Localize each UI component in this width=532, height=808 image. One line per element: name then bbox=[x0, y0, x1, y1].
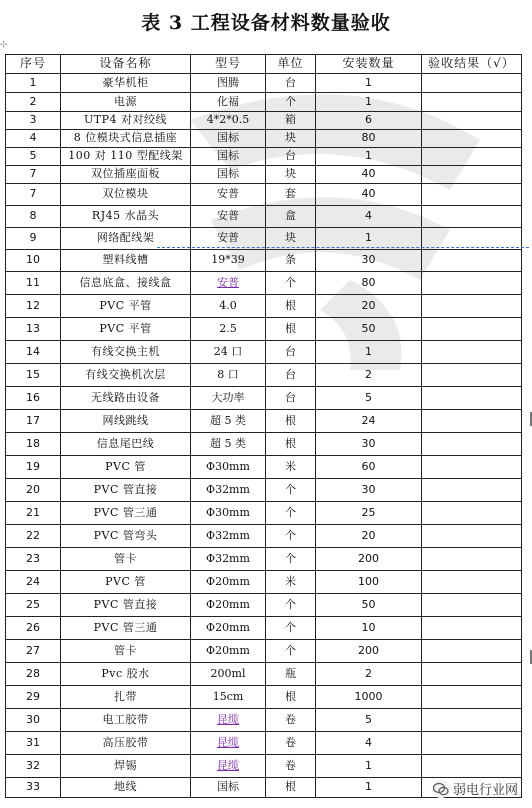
row-unit: 块 bbox=[266, 130, 316, 148]
table-row bbox=[6, 663, 522, 686]
row-name: 网络配线架 bbox=[61, 228, 191, 250]
row-name: 信息底盒、接线盒 bbox=[61, 272, 191, 295]
row-result bbox=[422, 663, 522, 686]
row-no: 4 bbox=[6, 130, 61, 148]
row-qty: 5 bbox=[316, 387, 422, 410]
row-qty: 80 bbox=[316, 130, 422, 148]
row-model: 超 5 类 bbox=[191, 410, 266, 433]
row-result bbox=[422, 640, 522, 663]
row-no: 27 bbox=[6, 640, 61, 663]
row-name: PVC 管三通 bbox=[61, 502, 191, 525]
row-model: 化福 bbox=[191, 93, 266, 112]
row-no: 8 bbox=[6, 206, 61, 228]
row-unit: 个 bbox=[266, 479, 316, 502]
row-result bbox=[422, 387, 522, 410]
row-no: 17 bbox=[6, 410, 61, 433]
row-unit: 根 bbox=[266, 410, 316, 433]
row-model: 昆缆 bbox=[191, 755, 266, 778]
row-name: 塑料线槽 bbox=[61, 250, 191, 272]
row-name: 焊锡 bbox=[61, 755, 191, 778]
table-row bbox=[6, 341, 522, 364]
row-no: 26 bbox=[6, 617, 61, 640]
row-result bbox=[422, 456, 522, 479]
row-model: Φ32mm bbox=[191, 548, 266, 571]
brand-text: 弱电行业网 bbox=[452, 783, 518, 798]
row-qty: 24 bbox=[316, 410, 422, 433]
row-name: 豪华机柜 bbox=[61, 74, 191, 93]
row-qty: 60 bbox=[316, 456, 422, 479]
row-result bbox=[422, 341, 522, 364]
row-result bbox=[422, 206, 522, 228]
table-row bbox=[6, 410, 522, 433]
row-model: 安普 bbox=[191, 272, 266, 295]
row-no: 5 bbox=[6, 148, 61, 166]
table-row bbox=[6, 318, 522, 341]
row-no: 14 bbox=[6, 341, 61, 364]
table-row bbox=[6, 709, 522, 732]
row-unit: 卷 bbox=[266, 709, 316, 732]
row-result bbox=[422, 272, 522, 295]
row-unit: 条 bbox=[266, 250, 316, 272]
row-model: 国标 bbox=[191, 130, 266, 148]
row-unit: 卷 bbox=[266, 755, 316, 778]
row-unit: 块 bbox=[266, 166, 316, 184]
header-unit: 单位 bbox=[266, 55, 316, 74]
row-model: 昆缆 bbox=[191, 732, 266, 755]
row-no: 11 bbox=[6, 272, 61, 295]
table-row bbox=[6, 364, 522, 387]
row-qty: 20 bbox=[316, 295, 422, 318]
table-row bbox=[6, 184, 522, 206]
row-unit: 个 bbox=[266, 594, 316, 617]
row-name: Pvc 胶水 bbox=[61, 663, 191, 686]
row-qty: 200 bbox=[316, 640, 422, 663]
row-qty: 10 bbox=[316, 617, 422, 640]
row-qty: 4 bbox=[316, 206, 422, 228]
row-name: 管卡 bbox=[61, 640, 191, 663]
row-model: Φ30mm bbox=[191, 456, 266, 479]
table-row bbox=[6, 617, 522, 640]
row-unit: 瓶 bbox=[266, 663, 316, 686]
row-no: 33 bbox=[6, 778, 61, 798]
row-no: 29 bbox=[6, 686, 61, 709]
row-unit: 个 bbox=[266, 502, 316, 525]
table-row bbox=[6, 594, 522, 617]
row-model: 200ml bbox=[191, 663, 266, 686]
row-result bbox=[422, 732, 522, 755]
row-no: 16 bbox=[6, 387, 61, 410]
row-model: Φ20mm bbox=[191, 594, 266, 617]
table-row bbox=[6, 525, 522, 548]
row-unit: 箱 bbox=[266, 112, 316, 130]
row-no: 18 bbox=[6, 433, 61, 456]
row-result bbox=[422, 166, 522, 184]
row-qty: 30 bbox=[316, 479, 422, 502]
row-qty: 1000 bbox=[316, 686, 422, 709]
row-result bbox=[422, 479, 522, 502]
header-no: 序号 bbox=[6, 55, 61, 74]
row-model: 超 5 类 bbox=[191, 433, 266, 456]
row-name: 高压胶带 bbox=[61, 732, 191, 755]
row-qty: 30 bbox=[316, 250, 422, 272]
row-no: 21 bbox=[6, 502, 61, 525]
page-title: 表 3 工程设备材料数量验收 bbox=[141, 12, 391, 34]
row-no: 31 bbox=[6, 732, 61, 755]
row-model: 19*39 bbox=[191, 250, 266, 272]
header-qty: 安装数量 bbox=[316, 55, 422, 74]
table-row bbox=[6, 112, 522, 130]
row-result bbox=[422, 318, 522, 341]
row-no: 32 bbox=[6, 755, 61, 778]
row-result bbox=[422, 250, 522, 272]
table-row bbox=[6, 250, 522, 272]
row-model: 15cm bbox=[191, 686, 266, 709]
row-model: 大功率 bbox=[191, 387, 266, 410]
row-name: PVC 平管 bbox=[61, 318, 191, 341]
row-qty: 1 bbox=[316, 778, 422, 798]
row-result bbox=[422, 686, 522, 709]
row-qty: 25 bbox=[316, 502, 422, 525]
row-unit: 根 bbox=[266, 778, 316, 798]
row-result bbox=[422, 433, 522, 456]
row-unit: 台 bbox=[266, 74, 316, 93]
row-model: Φ32mm bbox=[191, 525, 266, 548]
row-name: 地线 bbox=[61, 778, 191, 798]
row-model: Φ32mm bbox=[191, 479, 266, 502]
row-result bbox=[422, 184, 522, 206]
table-row bbox=[6, 502, 522, 525]
row-unit: 根 bbox=[266, 295, 316, 318]
row-unit: 盒 bbox=[266, 206, 316, 228]
row-result bbox=[422, 364, 522, 387]
row-qty: 1 bbox=[316, 755, 422, 778]
row-result bbox=[422, 93, 522, 112]
row-no: 15 bbox=[6, 364, 61, 387]
row-name: 有线交换主机 bbox=[61, 341, 191, 364]
row-name: 网线跳线 bbox=[61, 410, 191, 433]
row-unit: 个 bbox=[266, 640, 316, 663]
row-result bbox=[422, 148, 522, 166]
row-unit: 根 bbox=[266, 686, 316, 709]
row-qty: 40 bbox=[316, 166, 422, 184]
row-qty: 50 bbox=[316, 594, 422, 617]
table-row bbox=[6, 74, 522, 93]
row-name: 8 位模块式信息插座 bbox=[61, 130, 191, 148]
row-no: 10 bbox=[6, 250, 61, 272]
row-name: 管卡 bbox=[61, 548, 191, 571]
table-row bbox=[6, 166, 522, 184]
row-qty: 50 bbox=[316, 318, 422, 341]
header-model: 型号 bbox=[191, 55, 266, 74]
row-no: 1 bbox=[6, 74, 61, 93]
row-unit: 台 bbox=[266, 341, 316, 364]
brand-watermark bbox=[432, 779, 518, 798]
row-result bbox=[422, 594, 522, 617]
row-qty: 2 bbox=[316, 364, 422, 387]
row-result bbox=[422, 571, 522, 594]
row-unit: 个 bbox=[266, 617, 316, 640]
row-qty: 2 bbox=[316, 663, 422, 686]
row-result bbox=[422, 548, 522, 571]
table-row bbox=[6, 686, 522, 709]
row-model: 2.5 bbox=[191, 318, 266, 341]
row-no: 19 bbox=[6, 456, 61, 479]
row-no: 3 bbox=[6, 112, 61, 130]
row-qty: 20 bbox=[316, 525, 422, 548]
row-unit: 套 bbox=[266, 184, 316, 206]
row-no: 25 bbox=[6, 594, 61, 617]
row-unit: 卷 bbox=[266, 732, 316, 755]
row-name: 有线交换机次层 bbox=[61, 364, 191, 387]
row-qty: 1 bbox=[316, 228, 422, 250]
row-no: 13 bbox=[6, 318, 61, 341]
row-unit: 个 bbox=[266, 272, 316, 295]
table-row bbox=[6, 548, 522, 571]
table-row bbox=[6, 571, 522, 594]
row-name: RJ45 水晶头 bbox=[61, 206, 191, 228]
header-name: 设备名称 bbox=[61, 55, 191, 74]
row-model: 昆缆 bbox=[191, 709, 266, 732]
row-name: UTP4 对对绞线 bbox=[61, 112, 191, 130]
row-qty: 1 bbox=[316, 74, 422, 93]
row-result bbox=[422, 410, 522, 433]
row-name: 扎带 bbox=[61, 686, 191, 709]
row-result bbox=[422, 112, 522, 130]
row-qty: 30 bbox=[316, 433, 422, 456]
row-no: 23 bbox=[6, 548, 61, 571]
row-name: PVC 平管 bbox=[61, 295, 191, 318]
row-no: 30 bbox=[6, 709, 61, 732]
row-result bbox=[422, 525, 522, 548]
row-name: PVC 管 bbox=[61, 456, 191, 479]
row-unit: 个 bbox=[266, 525, 316, 548]
row-model: 安普 bbox=[191, 228, 266, 250]
row-unit: 台 bbox=[266, 364, 316, 387]
row-model: 24 口 bbox=[191, 341, 266, 364]
row-unit: 块 bbox=[266, 228, 316, 250]
row-result bbox=[422, 617, 522, 640]
table-row bbox=[6, 640, 522, 663]
row-name: PVC 管直接 bbox=[61, 479, 191, 502]
row-result bbox=[422, 709, 522, 732]
table-row bbox=[6, 732, 522, 755]
row-no: 2 bbox=[6, 93, 61, 112]
equipment-table bbox=[5, 54, 522, 798]
row-model: 8 口 bbox=[191, 364, 266, 387]
row-model: 安普 bbox=[191, 206, 266, 228]
row-name: PVC 管三通 bbox=[61, 617, 191, 640]
table-row bbox=[6, 148, 522, 166]
row-model: Φ20mm bbox=[191, 640, 266, 663]
row-qty: 6 bbox=[316, 112, 422, 130]
row-name: 信息尾巴线 bbox=[61, 433, 191, 456]
row-name: 双位模块 bbox=[61, 184, 191, 206]
table-row bbox=[6, 479, 522, 502]
row-unit: 根 bbox=[266, 433, 316, 456]
row-qty: 80 bbox=[316, 272, 422, 295]
row-result bbox=[422, 74, 522, 93]
row-model: 国标 bbox=[191, 148, 266, 166]
row-no: 9 bbox=[6, 228, 61, 250]
table-row bbox=[6, 130, 522, 148]
row-unit: 个 bbox=[266, 93, 316, 112]
row-model: Φ20mm bbox=[191, 571, 266, 594]
row-unit: 台 bbox=[266, 148, 316, 166]
row-unit: 米 bbox=[266, 456, 316, 479]
table-row bbox=[6, 295, 522, 318]
row-model: 4.0 bbox=[191, 295, 266, 318]
row-result bbox=[422, 130, 522, 148]
row-unit: 根 bbox=[266, 318, 316, 341]
row-name: 双位插座面板 bbox=[61, 166, 191, 184]
row-model: 国标 bbox=[191, 166, 266, 184]
row-model: Φ20mm bbox=[191, 617, 266, 640]
row-no: 7 bbox=[6, 184, 61, 206]
table-row bbox=[6, 433, 522, 456]
row-model: 安普 bbox=[191, 184, 266, 206]
row-qty: 200 bbox=[316, 548, 422, 571]
wechat-icon bbox=[432, 780, 450, 798]
row-unit: 个 bbox=[266, 548, 316, 571]
row-qty: 1 bbox=[316, 93, 422, 112]
row-qty: 4 bbox=[316, 732, 422, 755]
row-name: PVC 管弯头 bbox=[61, 525, 191, 548]
row-qty: 1 bbox=[316, 341, 422, 364]
anchor-icon: ⊹ bbox=[0, 40, 8, 50]
row-name: PVC 管直接 bbox=[61, 594, 191, 617]
row-model: Φ30mm bbox=[191, 502, 266, 525]
row-name: 无线路由设备 bbox=[61, 387, 191, 410]
table-row bbox=[6, 93, 522, 112]
table-header-row bbox=[6, 55, 522, 74]
row-no: 24 bbox=[6, 571, 61, 594]
table-row bbox=[6, 272, 522, 295]
row-no: 20 bbox=[6, 479, 61, 502]
row-name: PVC 管 bbox=[61, 571, 191, 594]
row-no: 22 bbox=[6, 525, 61, 548]
row-result bbox=[422, 295, 522, 318]
row-model: 国标 bbox=[191, 778, 266, 798]
row-no: 28 bbox=[6, 663, 61, 686]
dashed-guide-line bbox=[157, 247, 529, 248]
row-qty: 100 bbox=[316, 571, 422, 594]
row-name: 电工胶带 bbox=[61, 709, 191, 732]
row-result bbox=[422, 502, 522, 525]
row-result bbox=[422, 755, 522, 778]
row-model: 4*2*0.5 bbox=[191, 112, 266, 130]
table-row bbox=[6, 755, 522, 778]
row-unit: 米 bbox=[266, 571, 316, 594]
table-row bbox=[6, 387, 522, 410]
row-qty: 40 bbox=[316, 184, 422, 206]
header-result: 验收结果（√） bbox=[422, 55, 522, 74]
row-qty: 5 bbox=[316, 709, 422, 732]
table-row bbox=[6, 456, 522, 479]
row-name: 电源 bbox=[61, 93, 191, 112]
row-unit: 台 bbox=[266, 387, 316, 410]
table-row bbox=[6, 206, 522, 228]
row-qty: 1 bbox=[316, 148, 422, 166]
row-model: 图腾 bbox=[191, 74, 266, 93]
row-no: 7 bbox=[6, 166, 61, 184]
row-no: 12 bbox=[6, 295, 61, 318]
row-name: 100 对 110 型配线架 bbox=[61, 148, 191, 166]
